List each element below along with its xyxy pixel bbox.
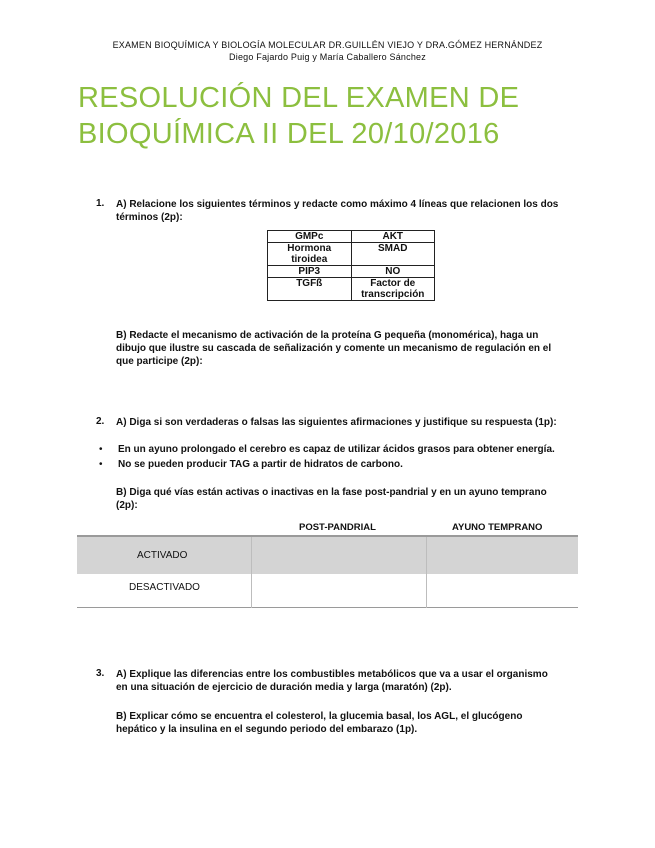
question-1b-line-3: que participe (2p): bbox=[116, 356, 203, 367]
question-2b-line-2: (2p): bbox=[116, 500, 138, 511]
statement-1: En un ayuno prolongado el cerebro es capaz de utilizar ácidos grasos para obtener energía. bbox=[118, 444, 555, 455]
pathways-grid bbox=[77, 535, 578, 608]
question-2b bbox=[116, 486, 547, 512]
column-header-ayuno-temprano: AYUNO TEMPRANO bbox=[452, 522, 543, 533]
table-cell: SMAD bbox=[351, 243, 435, 266]
table-cell: NO bbox=[351, 266, 435, 278]
question-1a-line-2: términos (2p): bbox=[116, 212, 183, 223]
question-1b-line-2: dibujo que ilustre su cascada de señalización y comente un mecanismo de regulación en el bbox=[116, 343, 552, 354]
question-3b-line-2: hepático y la insulina en el segundo periodo del embarazo (1p). bbox=[116, 724, 418, 735]
bullet-icon: • bbox=[99, 444, 103, 455]
question-2-number: 2. bbox=[96, 416, 105, 427]
question-3-number: 3. bbox=[96, 668, 105, 679]
table-cell: GMPc bbox=[268, 231, 352, 243]
question-1a-line-1: A) Relacione los siguientes términos y redacte como máximo 4 líneas que relacionen los dos bbox=[116, 199, 559, 210]
question-3b-line-1: B) Explicar cómo se encuentra el colesterol, la glucemia basal, los AGL, el glucógeno bbox=[116, 711, 523, 722]
table-row bbox=[268, 278, 435, 301]
question-2a: A) Diga si son verdaderas o falsas las siguientes afirmaciones y justifique su respuesta (1p): bbox=[116, 417, 557, 428]
bullet-icon: • bbox=[99, 459, 103, 470]
table-row bbox=[268, 266, 435, 278]
question-1-number: 1. bbox=[96, 198, 105, 209]
title-line-1: RESOLUCIÓN DEL EXAMEN DE bbox=[78, 82, 520, 114]
header-students: Diego Fajardo Puig y María Caballero Sánchez bbox=[229, 52, 426, 62]
question-1b bbox=[116, 329, 551, 368]
table-cell: PIP3 bbox=[268, 266, 352, 278]
terms-table bbox=[267, 230, 435, 301]
column-header-post-pandrial: POST-PANDRIAL bbox=[299, 522, 376, 533]
question-1a bbox=[116, 198, 558, 224]
question-3b bbox=[116, 710, 522, 736]
question-3a bbox=[116, 668, 548, 694]
header-authors-course: EXAMEN BIOQUÍMICA Y BIOLOGÍA MOLECULAR DR.GUILLÉN VIEJO Y DRA.GÓMEZ HERNÁNDEZ bbox=[112, 40, 543, 50]
table-row-activado bbox=[77, 535, 578, 574]
document-title bbox=[78, 80, 638, 152]
row-label-desactivado: DESACTIVADO bbox=[129, 582, 200, 593]
title-line-2: BIOQUÍMICA II DEL 20/10/2016 bbox=[78, 118, 500, 150]
table-row bbox=[268, 231, 435, 243]
question-1b-line-1: B) Redacte el mecanismo de activación de la proteína G pequeña (monomérica), haga un bbox=[116, 330, 539, 341]
table-cell: Hormona tiroidea bbox=[268, 243, 352, 266]
question-3a-line-1: A) Explique las diferencias entre los combustibles metabólicos que va a usar el organismo bbox=[116, 669, 548, 680]
table-cell: AKT bbox=[351, 231, 435, 243]
column-divider bbox=[251, 537, 252, 608]
question-2b-line-1: B) Diga qué vías están activas o inactivas en la fase post-pandrial y en un ayuno temprano bbox=[116, 487, 547, 498]
question-3a-line-2: en una situación de ejercicio de duración media y larga (maratón) (2p). bbox=[116, 682, 452, 693]
table-row-desactivado bbox=[77, 574, 578, 608]
table-cell: Factor de transcripción bbox=[351, 278, 435, 301]
statement-2: No se pueden producir TAG a partir de hidratos de carbono. bbox=[118, 459, 403, 470]
table-row bbox=[268, 243, 435, 266]
column-divider bbox=[426, 537, 427, 608]
row-label-activado: ACTIVADO bbox=[137, 550, 188, 561]
table-cell: TGFß bbox=[268, 278, 352, 301]
